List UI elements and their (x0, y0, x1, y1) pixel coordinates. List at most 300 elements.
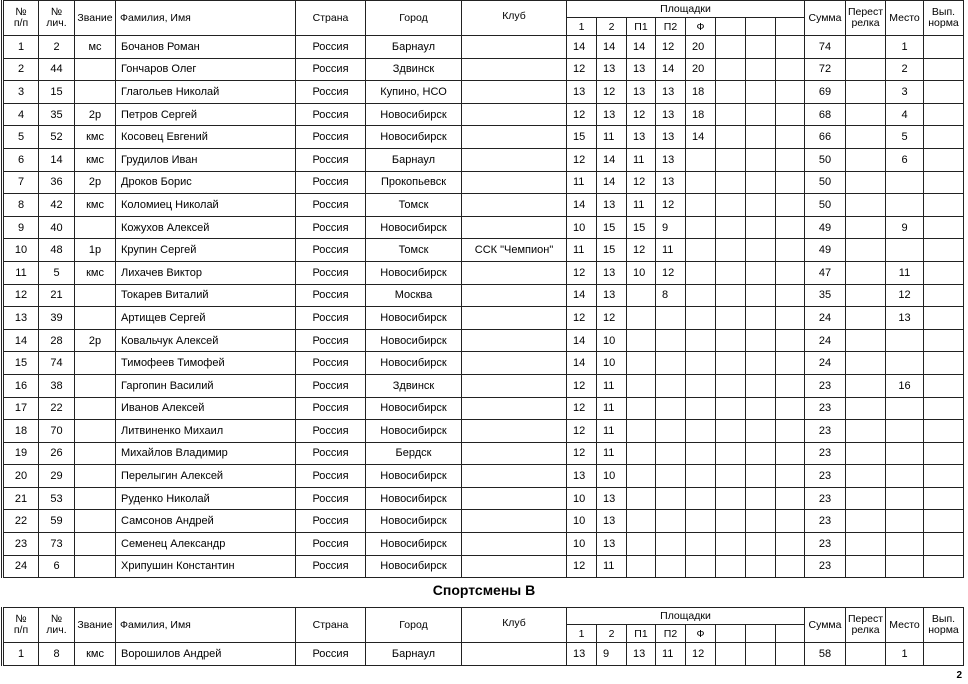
cell-site-score (716, 171, 746, 194)
cell-country: Россия (296, 487, 366, 510)
header-site-3: П1 (627, 625, 656, 643)
results-table-main (1, 0, 964, 578)
cell-site-score: 12 (597, 307, 627, 330)
cell-site-score (746, 555, 776, 578)
cell-site-score (686, 148, 716, 171)
cell-country: Россия (296, 555, 366, 578)
cell-bib: 74 (39, 352, 75, 375)
cell-name: Лихачев Виктор (116, 261, 296, 284)
cell-club (462, 397, 567, 420)
cell-site-score (686, 510, 716, 533)
cell-rank (75, 510, 116, 533)
cell-rank (75, 555, 116, 578)
cell-site-score (776, 126, 805, 149)
cell-site-score (746, 442, 776, 465)
table-row (3, 36, 964, 59)
header-shootoff-line: Перест (847, 613, 884, 625)
cell-shootoff (846, 216, 886, 239)
cell-city: Новосибирск (366, 261, 462, 284)
cell-sum: 23 (805, 555, 846, 578)
cell-site-score: 18 (686, 81, 716, 104)
header-sites: Площадки (567, 608, 805, 625)
cell-shootoff (846, 442, 886, 465)
cell-name: Хрипушин Константин (116, 555, 296, 578)
cell-site-score (686, 533, 716, 556)
cell-country: Россия (296, 81, 366, 104)
cell-site-score: 10 (597, 352, 627, 375)
cell-shootoff (846, 487, 886, 510)
table-row (3, 397, 964, 420)
header-row (3, 608, 964, 625)
cell-site-score (686, 465, 716, 488)
cell-site-score (627, 555, 656, 578)
cell-site-score (776, 81, 805, 104)
cell-site-score (686, 216, 716, 239)
cell-bib: 26 (39, 442, 75, 465)
cell-club (462, 126, 567, 149)
table-header (3, 1, 964, 36)
cell-rank (75, 81, 116, 104)
cell-name: Бочанов Роман (116, 36, 296, 59)
cell-country: Россия (296, 216, 366, 239)
cell-site-score: 12 (597, 81, 627, 104)
cell-name: Тимофеев Тимофей (116, 352, 296, 375)
cell-num: 1 (3, 643, 39, 666)
cell-sum: 23 (805, 533, 846, 556)
cell-site-score (746, 261, 776, 284)
cell-site-score: 13 (656, 126, 686, 149)
header-site-4: П2 (656, 625, 686, 643)
header-num-line: № (15, 6, 27, 18)
cell-site-score (776, 148, 805, 171)
cell-city: Новосибирск (366, 555, 462, 578)
cell-site-score (656, 420, 686, 443)
cell-site-score: 13 (656, 148, 686, 171)
cell-norm (924, 487, 964, 510)
cell-shootoff (846, 307, 886, 330)
cell-site-score: 11 (567, 171, 597, 194)
cell-club (462, 374, 567, 397)
cell-site-score: 14 (567, 329, 597, 352)
cell-city: Барнаул (366, 36, 462, 59)
cell-site-score: 12 (656, 36, 686, 59)
cell-site-score (746, 533, 776, 556)
header-site-6 (716, 625, 746, 643)
cell-num: 18 (3, 420, 39, 443)
cell-country: Россия (296, 397, 366, 420)
cell-site-score (627, 420, 656, 443)
cell-name: Петров Сергей (116, 103, 296, 126)
cell-country: Россия (296, 510, 366, 533)
cell-site-score (776, 36, 805, 59)
cell-site-score (776, 397, 805, 420)
cell-site-score (716, 374, 746, 397)
cell-place: 9 (886, 216, 924, 239)
cell-country: Россия (296, 465, 366, 488)
cell-club: ССК "Чемпион" (462, 239, 567, 262)
header-shootoff (846, 608, 886, 643)
cell-site-score: 11 (656, 643, 686, 666)
cell-num: 19 (3, 442, 39, 465)
cell-site-score: 13 (567, 465, 597, 488)
cell-country: Россия (296, 420, 366, 443)
cell-site-score: 14 (597, 148, 627, 171)
cell-club (462, 103, 567, 126)
cell-shootoff (846, 643, 886, 666)
header-num-line: п/п (13, 624, 29, 636)
cell-city: Барнаул (366, 643, 462, 666)
cell-city: Новосибирск (366, 216, 462, 239)
cell-site-score: 15 (597, 239, 627, 262)
cell-bib: 15 (39, 81, 75, 104)
table-row (3, 239, 964, 262)
cell-sum: 24 (805, 307, 846, 330)
cell-norm (924, 216, 964, 239)
cell-site-score (746, 397, 776, 420)
cell-site-score (716, 148, 746, 171)
cell-site-score (776, 329, 805, 352)
cell-site-score (776, 103, 805, 126)
cell-site-score (627, 510, 656, 533)
cell-country: Россия (296, 36, 366, 59)
cell-site-score (656, 487, 686, 510)
cell-site-score (746, 510, 776, 533)
cell-site-score: 15 (597, 216, 627, 239)
cell-site-score (686, 442, 716, 465)
cell-norm (924, 261, 964, 284)
cell-shootoff (846, 36, 886, 59)
cell-rank (75, 374, 116, 397)
cell-norm (924, 442, 964, 465)
cell-sum: 72 (805, 58, 846, 81)
cell-site-score (716, 36, 746, 59)
header-place: Место (886, 608, 924, 643)
cell-rank (75, 352, 116, 375)
cell-site-score (686, 261, 716, 284)
cell-bib: 39 (39, 307, 75, 330)
cell-site-score: 10 (567, 533, 597, 556)
cell-site-score (746, 148, 776, 171)
cell-sum: 23 (805, 442, 846, 465)
cell-site-score: 13 (597, 58, 627, 81)
cell-site-score (746, 81, 776, 104)
cell-place: 13 (886, 307, 924, 330)
cell-site-score: 10 (567, 216, 597, 239)
cell-site-score: 12 (627, 103, 656, 126)
cell-num: 5 (3, 126, 39, 149)
table-row (3, 352, 964, 375)
header-bib-line: лич. (46, 17, 67, 29)
cell-site-score: 13 (597, 261, 627, 284)
cell-country: Россия (296, 307, 366, 330)
cell-site-score: 13 (627, 81, 656, 104)
header-bib-line: № (50, 6, 63, 18)
cell-country: Россия (296, 533, 366, 556)
cell-site-score (746, 284, 776, 307)
cell-site-score (656, 465, 686, 488)
cell-bib: 6 (39, 555, 75, 578)
cell-site-score: 12 (567, 148, 597, 171)
cell-shootoff (846, 533, 886, 556)
cell-site-score: 13 (656, 81, 686, 104)
cell-rank: кмс (75, 148, 116, 171)
cell-site-score: 12 (656, 194, 686, 217)
cell-name: Глагольев Николай (116, 81, 296, 104)
table-row (3, 261, 964, 284)
cell-bib: 8 (39, 643, 75, 666)
header-site-8 (776, 18, 805, 36)
header-city: Город (366, 1, 462, 36)
cell-site-score: 12 (567, 261, 597, 284)
cell-place: 1 (886, 36, 924, 59)
cell-club (462, 216, 567, 239)
cell-shootoff (846, 420, 886, 443)
cell-sum: 35 (805, 284, 846, 307)
cell-site-score: 11 (656, 239, 686, 262)
cell-bib: 5 (39, 261, 75, 284)
cell-site-score: 13 (627, 126, 656, 149)
cell-rank (75, 307, 116, 330)
cell-shootoff (846, 329, 886, 352)
header-club-label: Клуб (502, 10, 526, 22)
cell-bib: 53 (39, 487, 75, 510)
cell-num: 2 (3, 58, 39, 81)
cell-club (462, 307, 567, 330)
cell-site-score: 15 (627, 216, 656, 239)
header-shootoff (846, 1, 886, 36)
cell-place (886, 194, 924, 217)
cell-name: Токарев Виталий (116, 284, 296, 307)
page-number: 2 (956, 670, 962, 681)
header-site-2: 2 (597, 625, 627, 643)
cell-name: Крупин Сергей (116, 239, 296, 262)
cell-norm (924, 81, 964, 104)
cell-site-score: 11 (627, 148, 656, 171)
cell-site-score: 12 (567, 397, 597, 420)
cell-num: 12 (3, 284, 39, 307)
cell-site-score: 20 (686, 36, 716, 59)
cell-num: 16 (3, 374, 39, 397)
header-row (3, 1, 964, 18)
cell-site-score (716, 397, 746, 420)
cell-norm (924, 36, 964, 59)
table-row (3, 171, 964, 194)
cell-site-score: 10 (567, 510, 597, 533)
cell-city: Новосибирск (366, 465, 462, 488)
cell-site-score: 12 (656, 261, 686, 284)
cell-site-score: 14 (567, 284, 597, 307)
cell-site-score (776, 216, 805, 239)
cell-site-score: 13 (627, 643, 656, 666)
cell-num: 1 (3, 36, 39, 59)
cell-norm (924, 307, 964, 330)
cell-num: 11 (3, 261, 39, 284)
cell-site-score (716, 307, 746, 330)
cell-place: 3 (886, 81, 924, 104)
table-row (3, 442, 964, 465)
cell-site-score: 20 (686, 58, 716, 81)
cell-norm (924, 126, 964, 149)
cell-sum: 23 (805, 487, 846, 510)
cell-country: Россия (296, 442, 366, 465)
cell-country: Россия (296, 58, 366, 81)
cell-site-score (746, 352, 776, 375)
cell-norm (924, 555, 964, 578)
cell-shootoff (846, 510, 886, 533)
cell-site-score (686, 352, 716, 375)
header-site-1: 1 (567, 18, 597, 36)
cell-name: Артищев Сергей (116, 307, 296, 330)
cell-site-score (776, 171, 805, 194)
cell-site-score (686, 194, 716, 217)
cell-num: 10 (3, 239, 39, 262)
cell-sum: 24 (805, 352, 846, 375)
cell-shootoff (846, 58, 886, 81)
cell-norm (924, 103, 964, 126)
cell-city: Томск (366, 194, 462, 217)
cell-site-score (656, 397, 686, 420)
cell-place: 4 (886, 103, 924, 126)
cell-club (462, 465, 567, 488)
cell-site-score (776, 58, 805, 81)
cell-name: Перелыгин Алексей (116, 465, 296, 488)
cell-site-score: 13 (567, 81, 597, 104)
cell-site-score (716, 284, 746, 307)
cell-name: Самсонов Андрей (116, 510, 296, 533)
cell-site-score (627, 352, 656, 375)
cell-rank (75, 58, 116, 81)
cell-site-score (627, 307, 656, 330)
header-norm-line: Вып. (931, 6, 956, 18)
cell-place (886, 239, 924, 262)
cell-site-score (746, 239, 776, 262)
cell-place (886, 442, 924, 465)
cell-site-score (746, 58, 776, 81)
cell-num: 9 (3, 216, 39, 239)
header-bib (39, 608, 75, 643)
cell-bib: 21 (39, 284, 75, 307)
cell-club (462, 36, 567, 59)
cell-place (886, 329, 924, 352)
cell-site-score (686, 307, 716, 330)
cell-place: 1 (886, 643, 924, 666)
cell-site-score (627, 397, 656, 420)
cell-club (462, 643, 567, 666)
cell-site-score: 13 (597, 194, 627, 217)
table-row (3, 194, 964, 217)
cell-shootoff (846, 194, 886, 217)
cell-site-score (746, 374, 776, 397)
cell-num: 7 (3, 171, 39, 194)
cell-site-score (627, 465, 656, 488)
cell-num: 24 (3, 555, 39, 578)
cell-club (462, 329, 567, 352)
cell-norm (924, 510, 964, 533)
cell-num: 17 (3, 397, 39, 420)
cell-site-score (716, 329, 746, 352)
cell-site-score: 15 (567, 126, 597, 149)
header-site-6 (716, 18, 746, 36)
cell-site-score: 12 (567, 420, 597, 443)
cell-norm (924, 643, 964, 666)
cell-site-score (686, 420, 716, 443)
cell-site-score (627, 487, 656, 510)
cell-norm (924, 239, 964, 262)
cell-place: 12 (886, 284, 924, 307)
cell-shootoff (846, 555, 886, 578)
cell-site-score (776, 261, 805, 284)
header-bib-line: № (50, 613, 63, 625)
table-row (3, 465, 964, 488)
cell-sum: 23 (805, 420, 846, 443)
cell-norm (924, 374, 964, 397)
cell-site-score (776, 555, 805, 578)
section-title-sportsmen-b: Спортсмены В (432, 582, 536, 598)
cell-site-score: 13 (627, 58, 656, 81)
cell-site-score: 11 (597, 555, 627, 578)
cell-rank (75, 216, 116, 239)
cell-site-score (656, 442, 686, 465)
cell-site-score (746, 465, 776, 488)
cell-club (462, 420, 567, 443)
table-header (3, 608, 964, 643)
cell-sum: 23 (805, 510, 846, 533)
header-norm-line: норма (928, 624, 959, 636)
cell-place (886, 510, 924, 533)
cell-site-score (686, 555, 716, 578)
cell-site-score: 14 (567, 36, 597, 59)
cell-country: Россия (296, 352, 366, 375)
cell-bib: 42 (39, 194, 75, 217)
cell-site-score (776, 307, 805, 330)
cell-site-score (627, 329, 656, 352)
header-country: Страна (296, 608, 366, 643)
table-row (3, 643, 964, 666)
cell-site-score (627, 284, 656, 307)
cell-rank (75, 465, 116, 488)
header-shootoff-line: релка (851, 17, 880, 29)
cell-site-score: 12 (567, 103, 597, 126)
cell-site-score: 11 (597, 397, 627, 420)
cell-site-score: 14 (686, 126, 716, 149)
cell-country: Россия (296, 126, 366, 149)
cell-site-score: 13 (597, 533, 627, 556)
cell-city: Бердск (366, 442, 462, 465)
cell-city: Новосибирск (366, 126, 462, 149)
cell-place: 6 (886, 148, 924, 171)
cell-name: Коломиец Николай (116, 194, 296, 217)
cell-site-score (746, 307, 776, 330)
cell-site-score: 13 (597, 103, 627, 126)
cell-country: Россия (296, 171, 366, 194)
cell-country: Россия (296, 148, 366, 171)
cell-city: Здвинск (366, 58, 462, 81)
table-row (3, 58, 964, 81)
cell-site-score (716, 103, 746, 126)
cell-site-score (776, 442, 805, 465)
cell-site-score: 14 (627, 36, 656, 59)
header-site-4: П2 (656, 18, 686, 36)
cell-site-score: 14 (567, 194, 597, 217)
cell-place (886, 171, 924, 194)
header-num (3, 1, 39, 36)
cell-name: Кожухов Алексей (116, 216, 296, 239)
cell-sum: 23 (805, 465, 846, 488)
cell-country: Россия (296, 261, 366, 284)
cell-norm (924, 148, 964, 171)
header-norm-line: норма (928, 17, 959, 29)
table-row (3, 216, 964, 239)
